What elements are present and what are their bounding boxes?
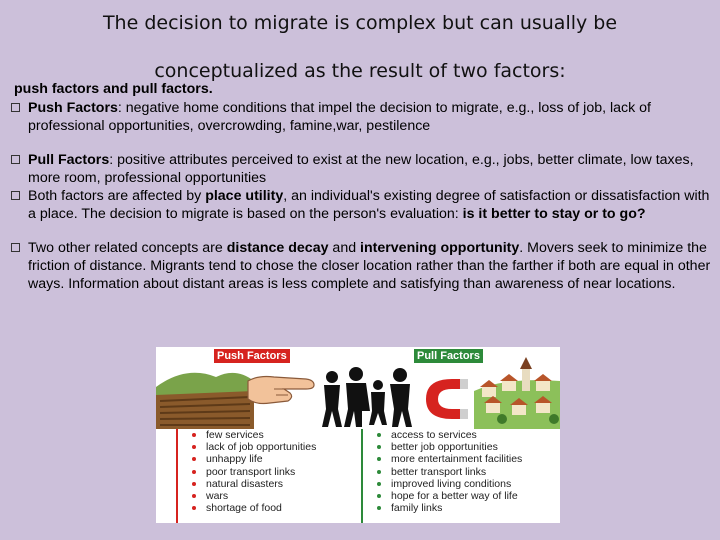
list-item: poor transport links bbox=[186, 466, 356, 478]
push-pull-infographic bbox=[156, 347, 560, 523]
barren-land-icon bbox=[156, 373, 254, 429]
bullet-distance-decay bbox=[11, 239, 711, 293]
square-bullet-icon bbox=[11, 243, 20, 252]
text-run: : positive attributes perceived to exist at the new location, e.g., jobs, better climate, low taxes, more room, professional opportunities bbox=[28, 152, 694, 186]
push-factors-list bbox=[176, 429, 356, 523]
bold-term: distance decay bbox=[226, 240, 329, 256]
list-item: few services bbox=[186, 429, 356, 441]
bullet-text bbox=[28, 188, 709, 222]
bullet-place-utility bbox=[11, 187, 711, 223]
pushing-hand-icon bbox=[248, 377, 314, 404]
bold-term: place utility bbox=[205, 188, 284, 204]
text-run: and bbox=[328, 240, 361, 256]
push-factors-label: Push Factors bbox=[214, 349, 290, 363]
text-run: . Movers seek to minimize the friction of distance. Migrants tend to chose the closer location rather than the farther if both are equal in other ways. Information about distant areas is less complete and satisfying than awareness of near locations. bbox=[28, 240, 711, 292]
list-item: access to services bbox=[371, 429, 543, 441]
list-item: shortage of food bbox=[186, 502, 356, 514]
bullet-text bbox=[28, 240, 710, 292]
square-bullet-icon bbox=[11, 155, 20, 164]
text-run: , an individual's existing degree of satisfaction or dissatisfaction with a place. The decision to migrate is based on the person's evaluation: bbox=[28, 188, 710, 222]
bullet-text bbox=[28, 100, 651, 134]
bold-term: is it better to stay or to go? bbox=[462, 206, 646, 222]
square-bullet-icon bbox=[11, 191, 20, 200]
bullet-push-factors bbox=[11, 99, 711, 135]
list-item: better transport links bbox=[371, 466, 543, 478]
list-item: family links bbox=[371, 502, 543, 514]
list-item: improved living conditions bbox=[371, 478, 543, 490]
text-run: Both factors are affected by bbox=[28, 188, 206, 204]
text-run: Two other related concepts are bbox=[28, 240, 227, 256]
slide-title-line-2: conceptualized as the result of two factors: bbox=[154, 60, 566, 82]
pull-factors-label: Pull Factors bbox=[414, 349, 483, 363]
list-item: more entertainment facilities bbox=[371, 453, 543, 465]
list-item: natural disasters bbox=[186, 478, 356, 490]
slide-body bbox=[11, 80, 711, 293]
pull-factors-list bbox=[361, 429, 543, 523]
text-run: : negative home conditions that impel the decision to migrate, e.g., loss of job, lack of professional opportunities, overcrowding, famine,war, pestilence bbox=[28, 100, 652, 134]
bullet-pull-factors bbox=[11, 151, 711, 187]
slide-title-line-1: The decision to migrate is complex but can usually be bbox=[102, 12, 618, 34]
list-item: hope for a better way of life bbox=[371, 490, 543, 502]
magnet-icon bbox=[426, 379, 468, 419]
village-icon bbox=[474, 357, 560, 429]
bold-term: Pull Factors bbox=[28, 152, 110, 168]
list-item: better job opportunities bbox=[371, 441, 543, 453]
square-bullet-icon bbox=[11, 103, 20, 112]
list-item: wars bbox=[186, 490, 356, 502]
bold-term: Push Factors bbox=[28, 100, 118, 116]
list-item: unhappy life bbox=[186, 453, 356, 465]
bold-term: intervening opportunity bbox=[360, 240, 520, 256]
factors-heading: push factors and pull factors. bbox=[14, 81, 213, 97]
list-item: lack of job opportunities bbox=[186, 441, 356, 453]
migrating-family-icon bbox=[322, 367, 412, 427]
bullet-text bbox=[28, 152, 694, 186]
